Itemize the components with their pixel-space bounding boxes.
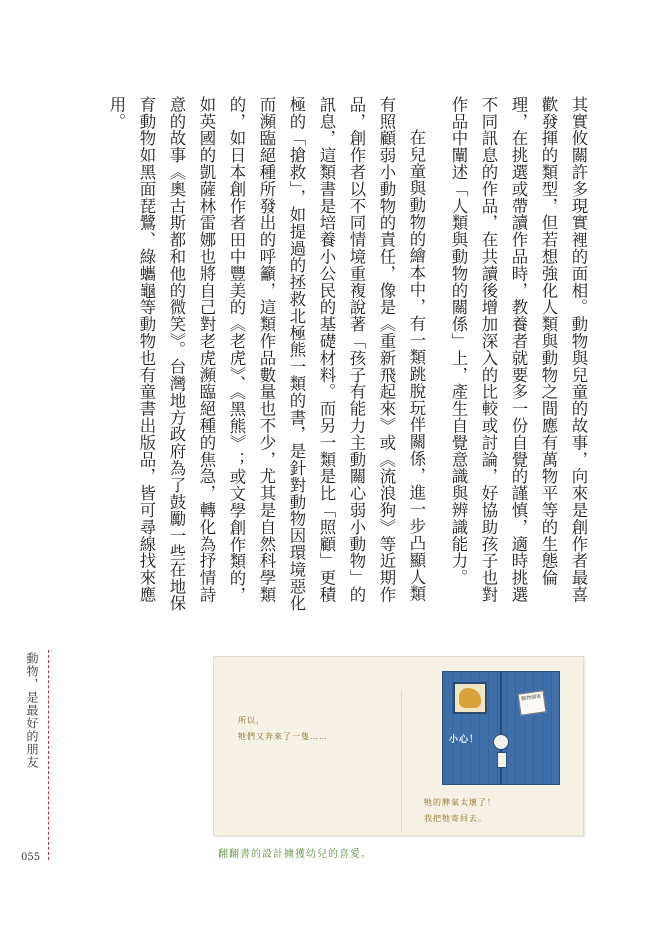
paragraph-1: 其實攸關許多現實裡的面相。動物與兒童的故事，向來是創作者最喜歡發揮的類型，但若想強化人類與動物之間應有萬物平等的生態倫理，在挑選或帶讀作品時，教養者就要多一份自覺的謹慎，適時挑選不同訊息的作品，在共讀後增加深入的比較或討論，好協助孩子也對作品中闡述「人類與動物的關係」上，產生自覺意識與辨識能力。 xyxy=(449,96,588,603)
door-window xyxy=(453,682,487,714)
paragraph-2: 在兒童與動物的繪本中，有一類跳脫玩伴關係，進一步凸顯人類有照顧弱小動物的責任，像是《重新飛起來》或《流浪狗》等近期作品，創作者以不同情境重複說著「孩子有能力主動關心弱小動物」的訊息，這類書是培養小公民的基礎材料。而另一類是比「照顧」更積極的「搶救」，如提過的拯救北極熊一類的書，是針對動物因環境惡化而瀕臨絕種所發出的呼籲，這類作品數量也不少，尤其是自然科學類的，如日本創作者田中豐美的《老虎》、《黑熊》；或文學創作類的，如英國的凱薩林雷娜也將自己對老虎瀕臨絕種的焦急，轉化為抒情詩意的故事《奧古斯都和他的微笑》。台灣地方政府為了鼓勵一些在地保育動物如黑面琵鷺、綠蠵龜等動物也有童書出版品，皆可尋線找來應用。 xyxy=(107,96,426,612)
door-latch xyxy=(497,752,507,768)
page-number: 055 xyxy=(21,852,41,863)
illustration-text-3: 牠的脾氣太壞了！ xyxy=(424,798,496,807)
running-title: 動物，是最好的朋友 xyxy=(25,652,39,769)
illustration-text-2: 牠們又奔來了一隻…… xyxy=(238,732,328,741)
horse-figure xyxy=(459,688,481,708)
body-text xyxy=(107,96,593,616)
margin-dashed-rule xyxy=(48,650,49,860)
illustration-text-1: 所以， xyxy=(238,716,265,725)
book-illustration xyxy=(213,656,584,836)
figure-caption: 翻翻書的設計擄獲幼兒的喜愛。 xyxy=(218,849,372,860)
door-warning-label: 小心！ xyxy=(449,735,480,745)
blue-door xyxy=(442,671,560,785)
door-sign: 動物園寄 xyxy=(518,690,547,715)
illustration-text-4: 我把牠寄回去。 xyxy=(424,814,487,823)
door-knob xyxy=(493,734,509,750)
